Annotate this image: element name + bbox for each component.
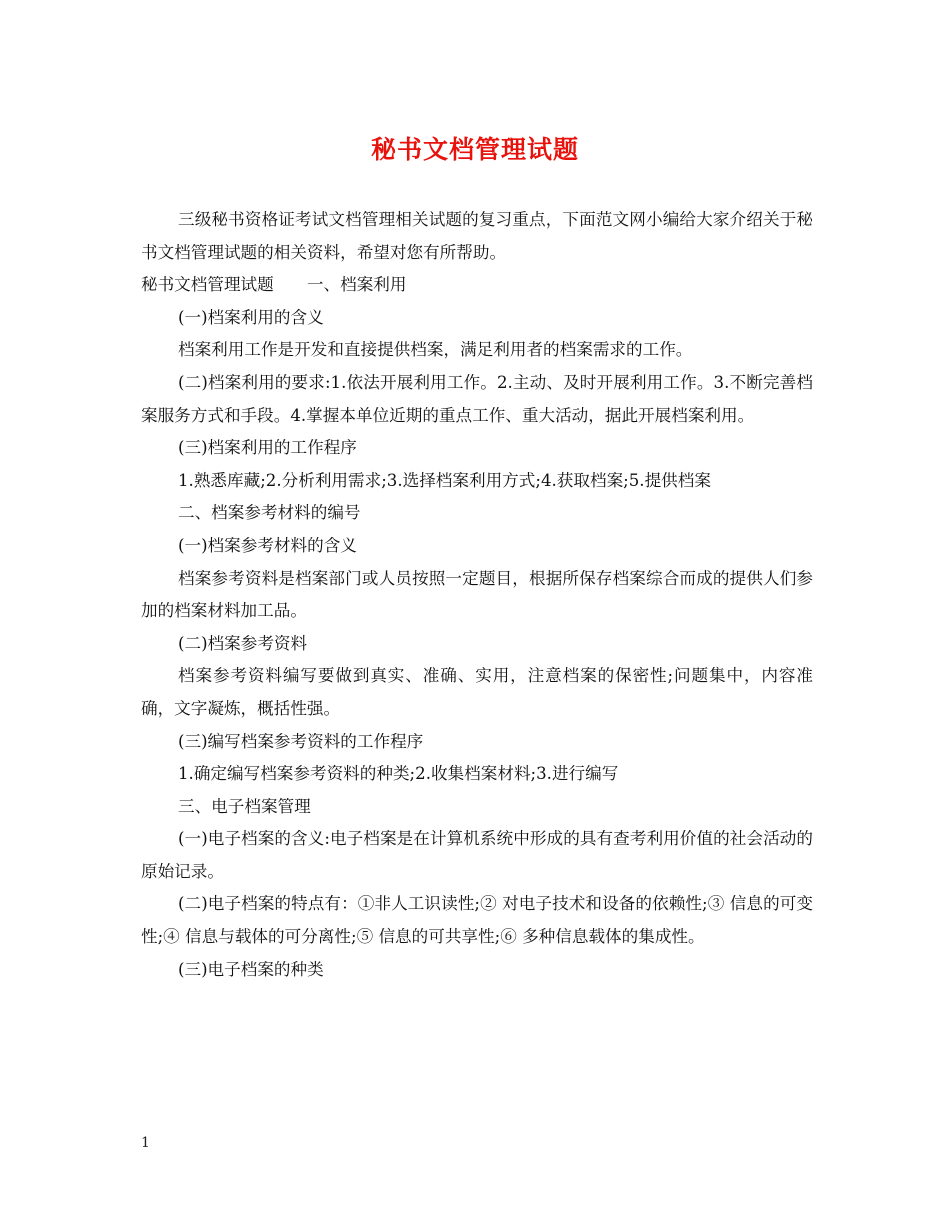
paragraph: 档案参考资料编写要做到真实、准确、实用，注意档案的保密性;问题集中，内容准确，文字凝炼，概括性强。 xyxy=(141,666,813,718)
paragraph: 1.确定编写档案参考资料的种类;2.收集档案材料;3.进行编写 xyxy=(178,764,619,784)
paragraph: 三级秘书资格证考试文档管理相关试题的复习重点，下面范文网小编给大家介绍关于秘书文档管理试题的相关资料，希望对您有所帮助。 xyxy=(141,210,813,262)
paragraph: 档案参考资料是档案部门或人员按照一定题目，根据所保存档案综合而成的提供人们参加的档案材料加工品。 xyxy=(141,568,813,621)
paragraph: (二)档案利用的要求:1.依法开展利用工作。2.主动、及时开展利用工作。3.不断完善档案服务方式和手段。4.掌握本单位近期的重点工作、重大活动，据此开展档案利用。 xyxy=(141,372,813,425)
paragraph: 1.熟悉库藏;2.分析利用需求;3.选择档案利用方式;4.获取档案;5.提供档案 xyxy=(178,470,711,490)
paragraph: 档案利用工作是开发和直接提供档案，满足利用者的档案需求的工作。 xyxy=(178,340,693,360)
paragraph: (一)档案利用的含义 xyxy=(178,307,324,327)
paragraph: 二、档案参考材料的编号 xyxy=(178,503,361,523)
paragraph: (三)电子档案的种类 xyxy=(178,959,324,979)
paragraph: 三、电子档案管理 xyxy=(178,796,311,816)
paragraph: (三)档案利用的工作程序 xyxy=(178,438,357,458)
document-title: 秘书文档管理试题 xyxy=(370,135,579,164)
paragraph: (三)编写档案参考资料的工作程序 xyxy=(178,731,424,751)
page-number: 1 xyxy=(141,1135,150,1151)
paragraph: (二)电子档案的特点有：①非人工识读性;② 对电子技术和设备的依赖性;③ 信息的可变性;④ 信息与载体的可分离性;⑤ 信息的可共享性;⑥ 多种信息载体的集成性。 xyxy=(141,894,813,947)
paragraph: (一)档案参考材料的含义 xyxy=(178,535,357,555)
paragraph: (二)档案参考资料 xyxy=(178,633,308,653)
document-body xyxy=(141,204,813,986)
paragraph: (一)电子档案的含义:电子档案是在计算机系统中形成的具有查考利用价值的社会活动的原始记录。 xyxy=(141,829,813,881)
paragraph: 秘书文档管理试题 一、档案利用 xyxy=(141,275,407,295)
